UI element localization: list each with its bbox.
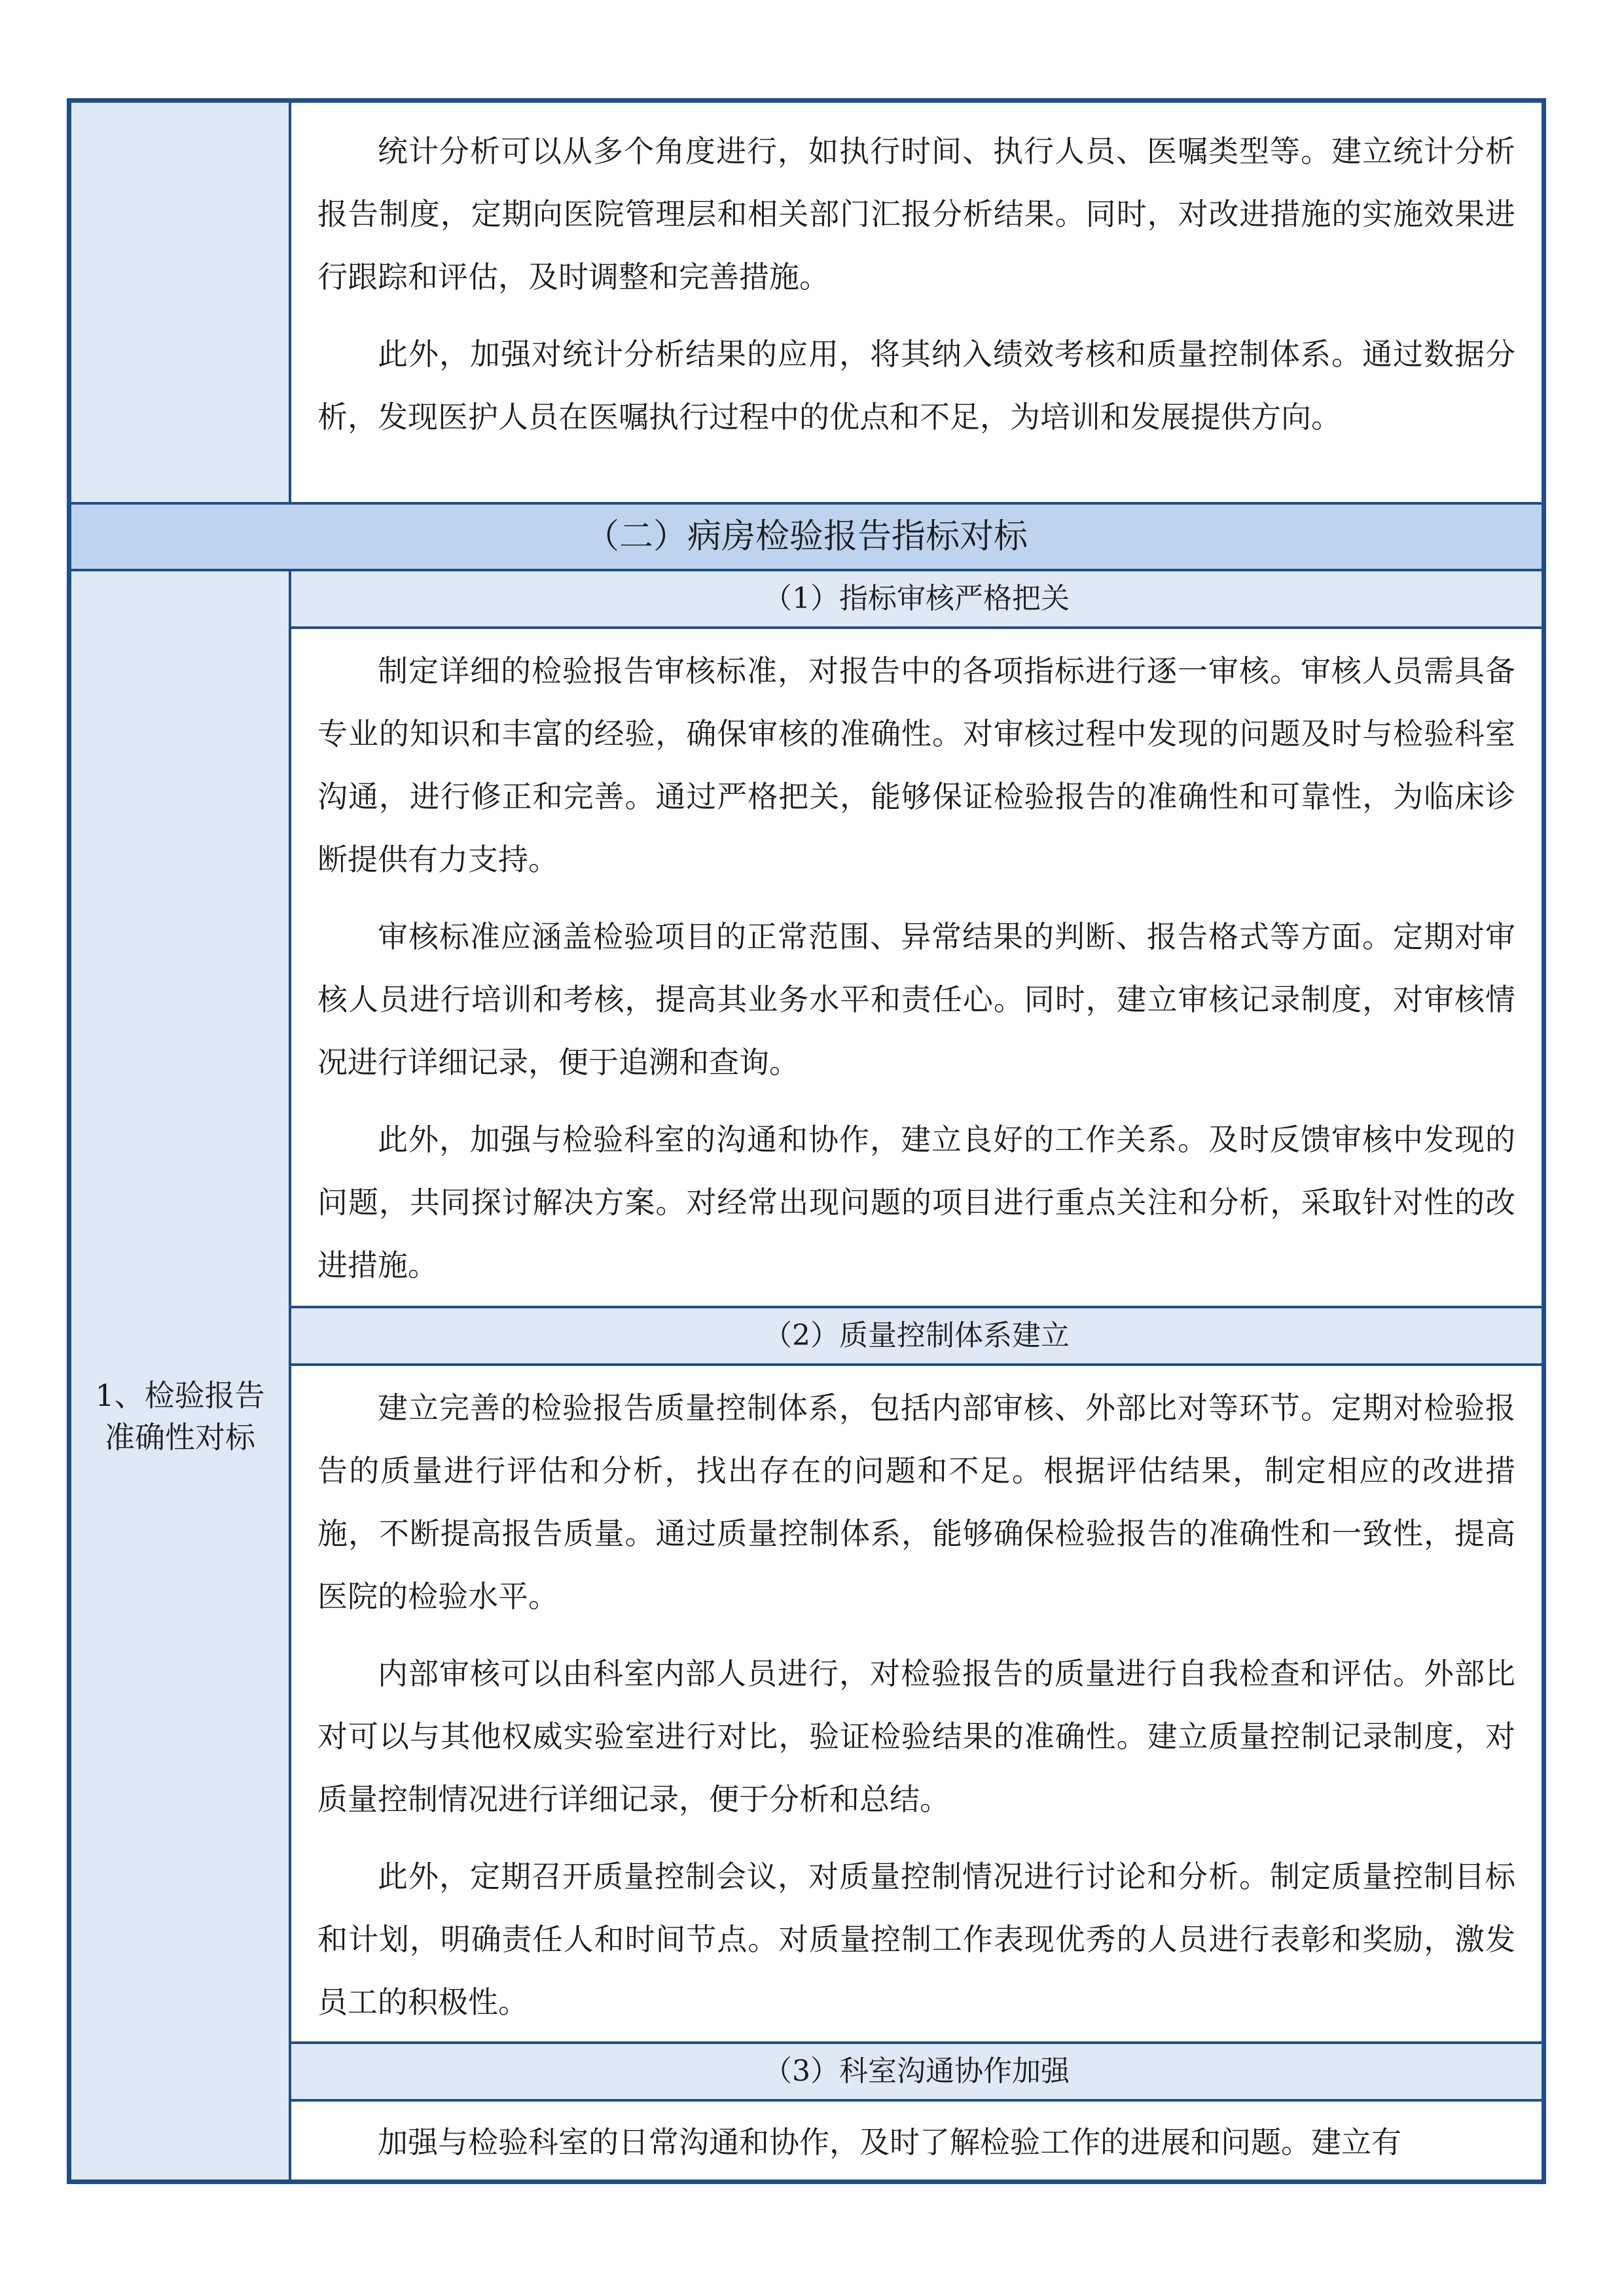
paragraph: 审核标准应涵盖检验项目的正常范围、异常结果的判断、报告格式等方面。定期对审核人员进行培训和考核，提高其业务水平和责任心。同时，建立审核记录制度，对审核情况进行详细记录，便于追溯和查询。 [317, 919, 1515, 1080]
row-label: 1、检验报告准确性对标 [95, 1378, 265, 1455]
subsection-body-3 [291, 2111, 1542, 2174]
paragraph: 加强与检验科室的日常沟通和协作，及时了解检验工作的进展和问题。建立有 [378, 2125, 1401, 2160]
paragraph: 内部审核可以由科室内部人员进行，对检验报告的质量进行自我检查和评估。外部比对可以与其他权威实验室进行对比，验证检验结果的准确性。建立质量控制记录制度，对质量控制情况进行详细记录，便于分析和总结。 [317, 1656, 1515, 1817]
paragraph: 此外，定期召开质量控制会议，对质量控制情况进行讨论和分析。制定质量控制目标和计划，明确责任人和时间节点。对质量控制工作表现优秀的人员进行表彰和奖励，激发员工的积极性。 [317, 1859, 1515, 2020]
subsection-heading-2: （2）质量控制体系建立 [291, 1306, 1542, 1366]
subsection-body-2 [291, 1376, 1542, 2034]
paragraph: 此外，加强与检验科室的沟通和协作，建立良好的工作关系。及时反馈审核中发现的问题，共同探讨解决方案。对经常出现问题的项目进行重点关注和分析，采取针对性的改进措施。 [317, 1122, 1515, 1283]
paragraph: 统计分析可以从多个角度进行，如执行时间、执行人员、医嘱类型等。建立统计分析报告制度，定期向医院管理层和相关部门汇报分析结果。同时，对改进措施的实施效果进行跟踪和评估，及时调整和完善措施。 [317, 134, 1515, 295]
paragraph: 制定详细的检验报告审核标准，对报告中的各项指标进行逐一审核。审核人员需具备专业的知识和丰富的经验，确保审核的准确性。对审核过程中发现的问题及时与检验科室沟通，进行修正和完善。通过严格把关，能够保证检验报告的准确性和可靠性，为临床诊断提供有力支持。 [317, 653, 1515, 877]
subsection-heading-1: （1）指标审核严格把关 [291, 569, 1542, 629]
subsection-heading-3: （3）科室沟通协作加强 [291, 2041, 1542, 2102]
left-cell-main [71, 571, 291, 2179]
section-title: （二）病房检验报告指标对标 [71, 502, 1542, 571]
paragraph: 此外，加强对统计分析结果的应用，将其纳入绩效考核和质量控制体系。通过数据分析，发现医护人员在医嘱执行过程中的优点和不足，为培训和发展提供方向。 [317, 336, 1515, 435]
left-cell-top [71, 103, 291, 502]
subsection-body-1 [291, 639, 1542, 1297]
report-table [67, 98, 1546, 2184]
top-content-cell [291, 120, 1542, 448]
paragraph: 建立完善的检验报告质量控制体系，包括内部审核、外部比对等环节。定期对检验报告的质量进行评估和分析，找出存在的问题和不足。根据评估结果，制定相应的改进措施，不断提高报告质量。通过质量控制体系，能够确保检验报告的准确性和一致性，提高医院的检验水平。 [317, 1390, 1515, 1614]
